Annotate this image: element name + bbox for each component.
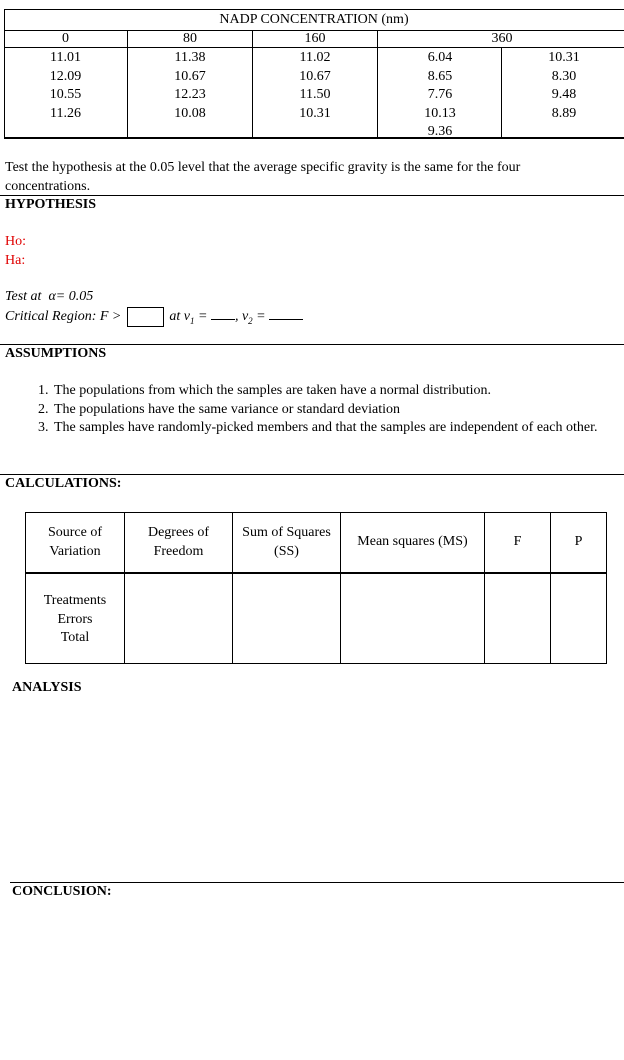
divider [10,882,624,883]
col-header-160: 160 [304,31,326,46]
cell: 8.89 [551,105,577,121]
header-df: Degrees of Freedom [147,525,210,559]
analysis-heading: ANALYSIS [12,680,82,695]
cell: 10.55 [49,87,82,102]
cell: 8.65 [427,68,453,84]
alpha-value: α= 0.05 [48,289,94,304]
list-item: 3. The samples have randomly-picked members and that the samples are independent of each other. [52,419,624,438]
critical-label: Critical Region: F > [5,309,122,325]
question-line-1: Test the hypothesis at the 0.05 level that the average specific gravity is the same for the four [5,160,521,175]
question-line-2: concentrations. [5,178,91,194]
table-title: NADP CONCENTRATION (nm) [219,12,409,27]
test-at-label: Test at [5,289,42,304]
v1-subscript: 1 [189,316,195,327]
v2-eq: = [252,309,266,325]
cell: 9.36 [427,124,453,139]
test-level [5,289,93,305]
critical-region [5,307,303,327]
cell: 10.13 [424,105,456,121]
header-ms: Mean squares (MS) [357,534,468,550]
v2-label: v [241,309,249,325]
col-header-0: 0 [62,31,69,46]
col-header-360: 360 [491,31,513,46]
row-label-treatments: Treatments [43,593,107,608]
conclusion-heading: CONCLUSION: [12,884,112,899]
row-labels [26,592,124,648]
cell: 12.09 [49,68,82,84]
col-header-80: 80 [183,31,197,46]
v1-eq: = [194,309,208,325]
divider [0,344,624,345]
anova-table [25,512,607,664]
cell: 11.26 [50,105,81,121]
cell: 11.02 [299,50,331,65]
critical-value-box[interactable] [127,307,164,327]
cell: 11.01 [50,50,81,65]
v2-blank[interactable] [269,319,303,320]
list-item: 1. The populations from which the samples are taken have a normal distribution. [52,382,624,401]
divider [0,195,624,196]
hypothesis-heading: HYPOTHESIS [5,197,97,212]
cell: 10.31 [299,105,331,121]
alt-hypothesis: Ha: [5,253,26,268]
v1-label: at v [169,309,190,325]
row-label-errors: Errors [57,611,93,627]
cell: 6.04 [427,50,453,65]
v1-blank[interactable] [211,319,235,320]
header-f: F [513,534,522,550]
data-table [4,9,624,139]
divider [0,474,624,475]
question-text [5,159,624,196]
comma: , [234,309,239,325]
cell: 10.67 [299,68,331,84]
cell: 10.67 [174,68,206,84]
cell: 11.38 [174,50,206,65]
header-source: Source of Variation [47,525,103,559]
header-p: P [574,534,583,550]
row-label-total: Total [60,630,90,645]
header-ss: Sum of Squares (SS) [242,525,331,559]
list-item: 2. The populations have the same variance or standard deviation [52,401,624,420]
cell: 10.31 [548,50,580,65]
cell: 11.50 [299,87,331,102]
assumptions-heading: ASSUMPTIONS [5,346,107,361]
cell: 12.23 [174,87,206,102]
cell: 8.30 [551,68,577,84]
v2-subscript: 2 [248,316,253,327]
assumptions-list [28,382,624,438]
null-hypothesis: Ho: [5,234,26,249]
header-divider [26,572,606,574]
cell: 10.08 [174,105,206,121]
cell: 7.76 [427,87,453,102]
calculations-heading: CALCULATIONS: [5,476,122,491]
cell: 9.48 [551,87,577,102]
